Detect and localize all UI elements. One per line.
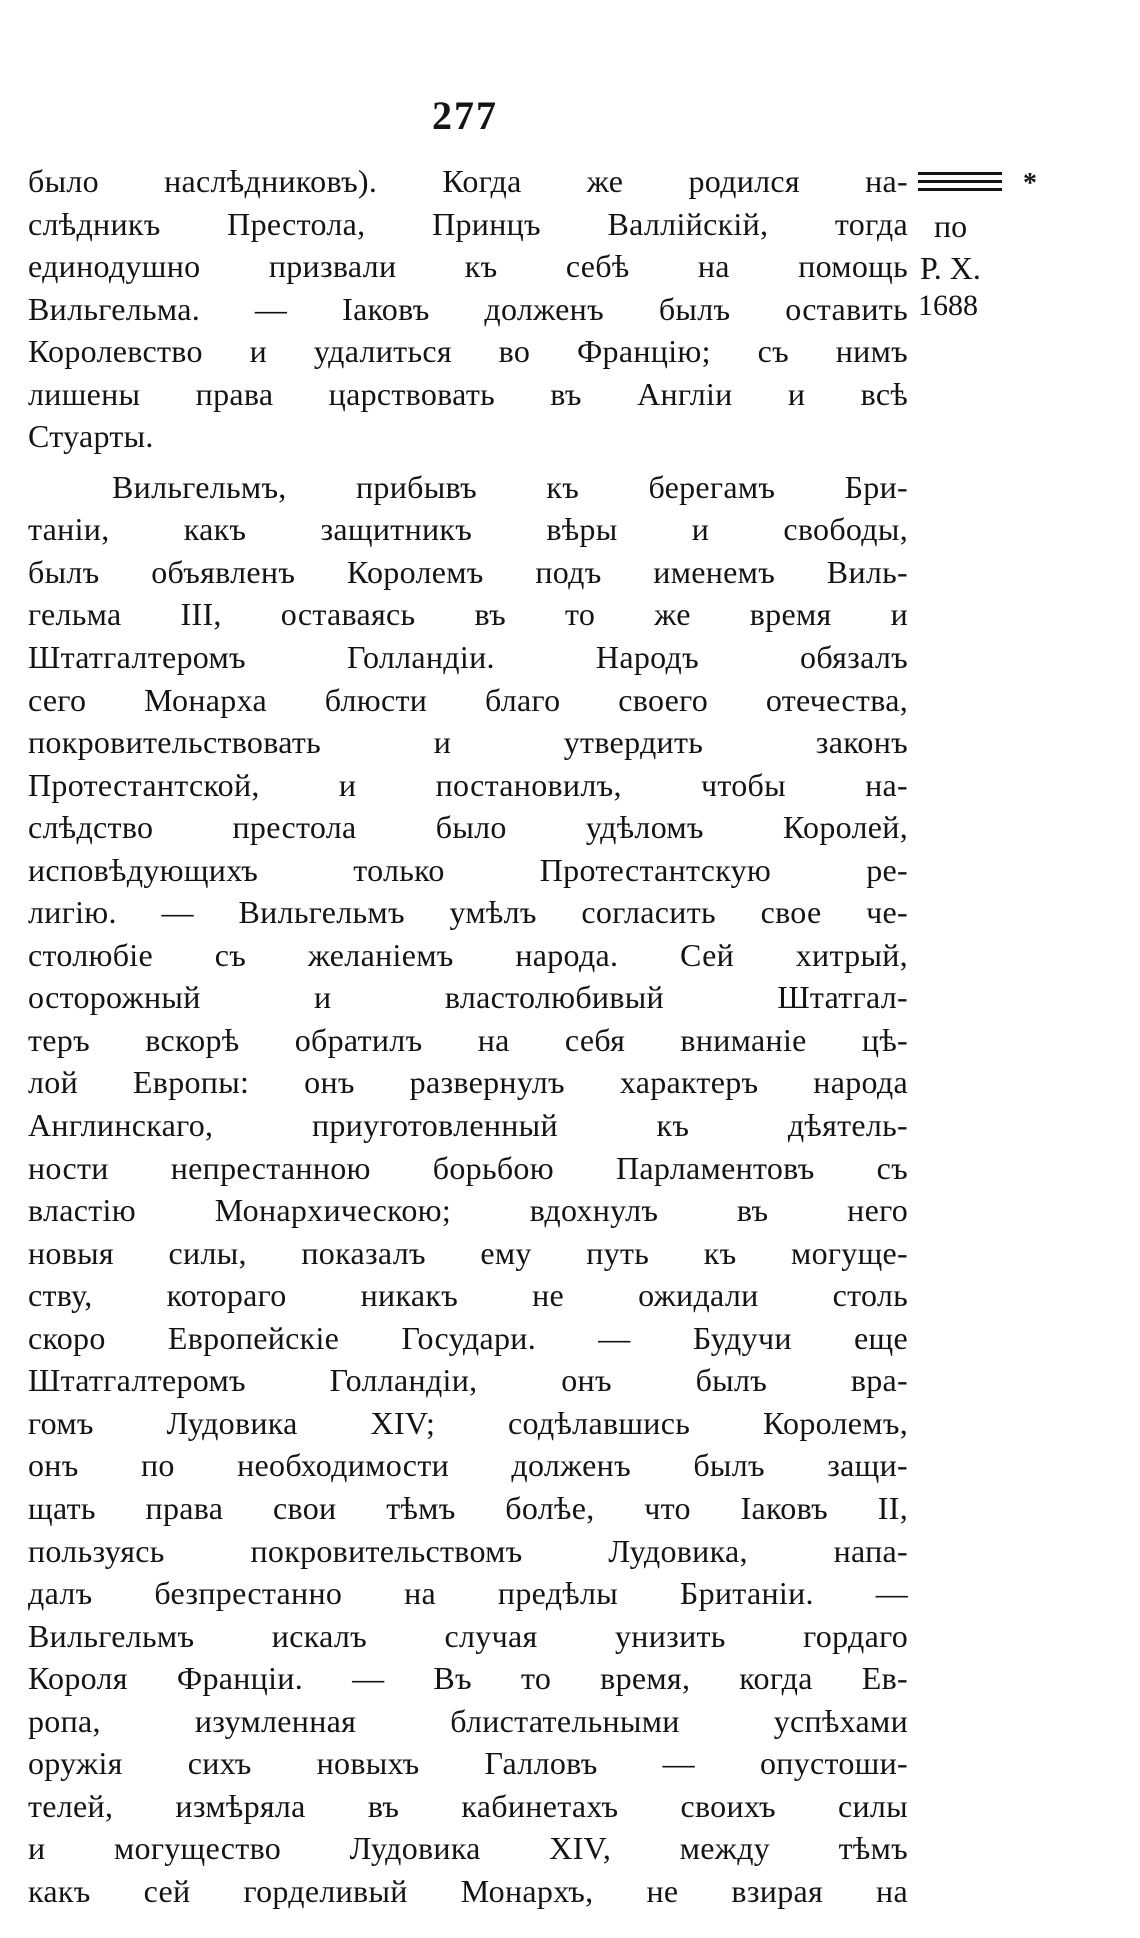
text-line: Короля Франціи. — Въ то время, когда Ев- xyxy=(28,1660,908,1697)
paragraph-2 xyxy=(28,466,908,1913)
text-line: осторожный и властолюбивый Штатгал- xyxy=(28,979,908,1016)
text-line: ству, котораго никакъ не ожидали столь xyxy=(28,1277,908,1314)
text-line: гельма III, оставаясь въ то же время и xyxy=(28,596,908,633)
text-line: Англинскаго, приуготовленный къ дѣятель- xyxy=(28,1107,908,1144)
margin-rule xyxy=(918,188,1002,191)
text-line: столюбіе съ желаніемъ народа. Сей хитрый, xyxy=(28,936,908,973)
text-line: Королевство и удалиться во Францію; съ нимъ xyxy=(28,333,908,370)
text-line: гомъ Лудовика XIV; содѣлавшись Королемъ, xyxy=(28,1404,908,1441)
text-line: скоро Европейскіе Государи. — Будучи еще xyxy=(28,1319,908,1356)
paragraph-1 xyxy=(28,160,908,458)
text-line: и могущество Лудовика XIV, между тѣмъ xyxy=(28,1830,908,1867)
text-line: единодушно призвали къ себѣ на помощь xyxy=(28,248,908,285)
text-line: онъ по необходимости долженъ былъ защи- xyxy=(28,1447,908,1484)
text-line: былъ объявленъ Королемъ подъ именемъ Виль- xyxy=(28,553,908,590)
page-number: 277 xyxy=(432,93,498,138)
margin-note-line: по xyxy=(934,208,968,244)
text-line: далъ безпрестанно на предѣлы Британіи. — xyxy=(28,1575,908,1612)
text-line: телей, измѣряла въ кабинетахъ своихъ силы xyxy=(28,1787,908,1824)
main-text xyxy=(28,160,908,1912)
text-line: властію Монархическою; вдохнулъ въ него xyxy=(28,1192,908,1229)
text-line: пользуясь покровительствомъ Лудовика, напа- xyxy=(28,1532,908,1569)
text-line: Протестантской, и постановилъ, чтобы на- xyxy=(28,766,908,803)
text-line: покровительствовать и утвердить законъ xyxy=(28,724,908,761)
text-line: было наслѣдниковъ). Когда же родился на- xyxy=(28,163,908,199)
text-line: лигію. — Вильгельмъ умѣлъ согласить свое че- xyxy=(28,894,908,931)
text-line: исповѣдующихъ только Протестантскую ре- xyxy=(28,851,908,888)
text-line: Вильгельмъ, прибывъ къ берегамъ Бри- xyxy=(112,468,908,505)
text-line: Вильгельмъ искалъ случая унизить гордаго xyxy=(28,1617,908,1654)
text-line: сего Монарха блюсти благо своего отечества, xyxy=(28,681,908,718)
text-line: лишены права царствовать въ Англіи и всѣ xyxy=(28,375,908,412)
text-line: ности непрестанною борьбою Парламентовъ съ xyxy=(28,1149,908,1186)
margin-rule xyxy=(918,172,1002,175)
text-line: лой Европы: онъ развернулъ характеръ народа xyxy=(28,1064,908,1101)
text-line: слѣдство престола было удѣломъ Королей, xyxy=(28,809,908,846)
margin-asterisk: * xyxy=(1023,168,1037,199)
text-line: слѣдникъ Престола, Принцъ Валлійскій, тогда xyxy=(28,205,908,242)
margin-note-line: Р. Х. xyxy=(920,250,981,286)
text-line: новыя силы, показалъ ему путь къ могуще- xyxy=(28,1234,908,1271)
text-line: оружія сихъ новыхъ Галловъ — опустоши- xyxy=(28,1745,908,1782)
text-line: таніи, какъ защитникъ вѣры и свободы, xyxy=(28,511,908,548)
text-line: Стуарты. xyxy=(28,418,154,455)
margin-note-year: 1688 xyxy=(918,289,978,322)
text-line: теръ вскорѣ обратилъ на себя вниманіе цѣ- xyxy=(28,1021,908,1058)
text-line: щать права свои тѣмъ болѣе, что Іаковъ II, xyxy=(28,1489,908,1526)
margin-rule xyxy=(918,180,1002,183)
text-line: ропа, изумленная блистательными успѣхами xyxy=(28,1702,908,1739)
paragraph-gap xyxy=(28,458,908,466)
text-line: Штатгалтеромъ Голландіи, онъ былъ вра- xyxy=(28,1362,908,1399)
text-line: какъ сей горделивый Монархъ, не взирая на xyxy=(28,1872,908,1909)
text-line: Вильгельма. — Іаковъ долженъ былъ оставить xyxy=(28,290,908,327)
text-line: Штатгалтеромъ Голландіи. Народъ обязалъ xyxy=(28,639,908,676)
